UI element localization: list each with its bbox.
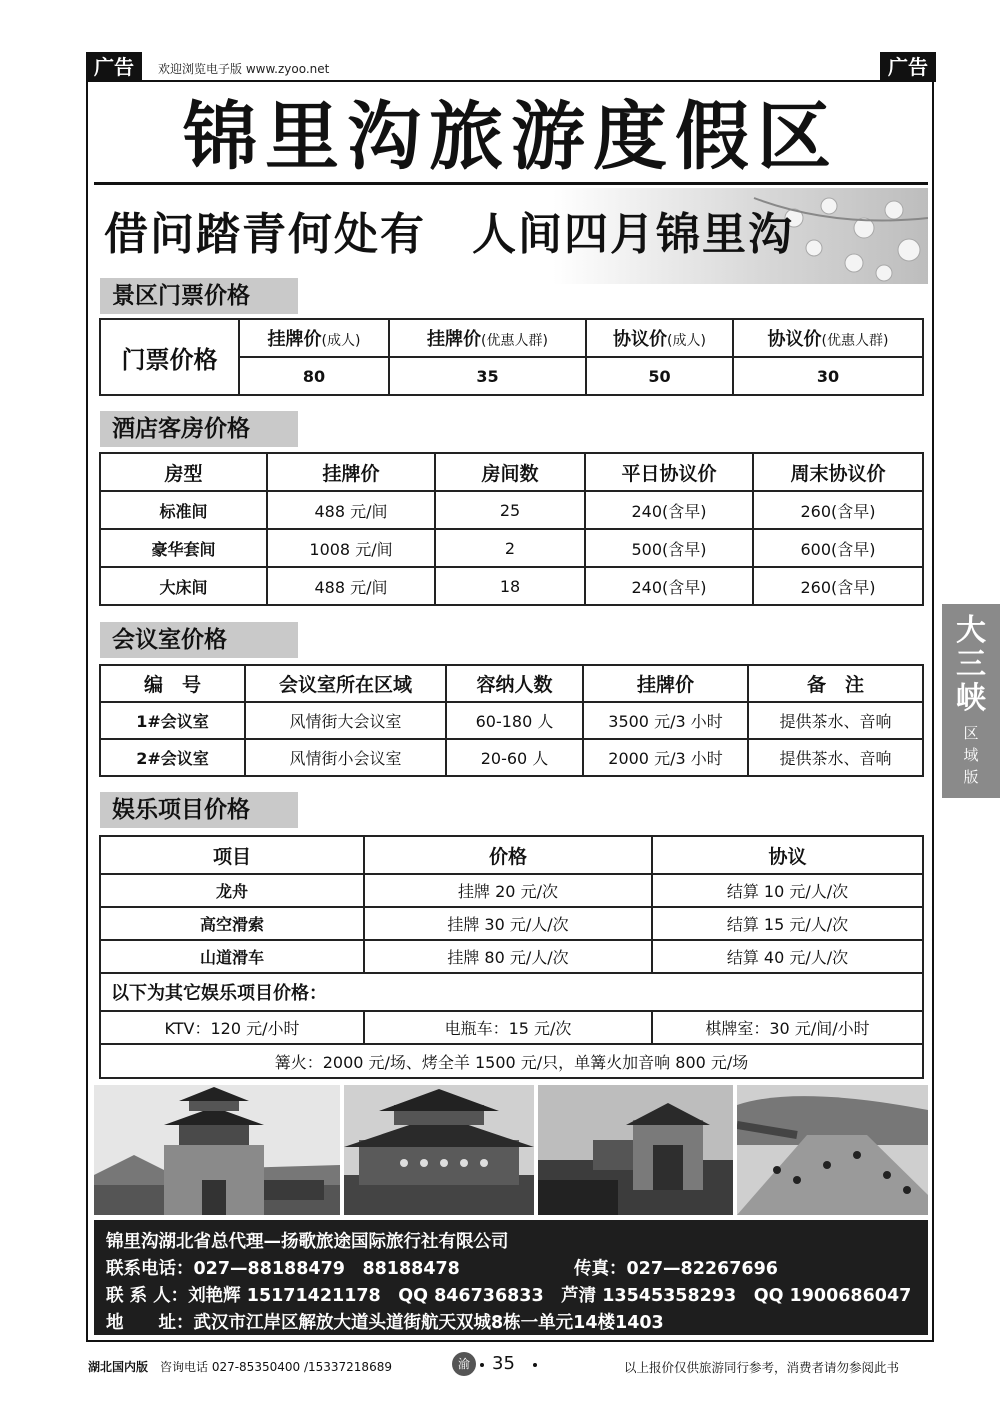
footer-disclaimer: 以上报价仅供旅游同行参考，消费者请勿参阅此书 [624, 1360, 900, 1375]
table-row [100, 1011, 923, 1044]
hotel-cell: 1008 元/间 [267, 529, 435, 567]
meeting-header: 挂牌价 [583, 665, 748, 702]
address-label: 地 址： [106, 1313, 194, 1333]
footer-badge-icon: 渝 [452, 1352, 476, 1376]
entertainment-cell: 高空滑索 [100, 907, 364, 940]
ticket-price: 80 [239, 357, 389, 395]
phone-label: 联系电话： [106, 1259, 194, 1279]
table-row [100, 702, 923, 739]
table-row [100, 874, 923, 907]
photo-gate-tower [94, 1085, 340, 1215]
section-ticket-prices: 景区门票价格 [100, 278, 298, 314]
footer-consult: 咨询电话 027-85350400 /15337218689 [160, 1360, 392, 1374]
hotel-header: 周末协议价 [753, 453, 923, 491]
title-divider [94, 182, 928, 185]
ad-tag-left: 广告 [86, 52, 142, 82]
meeting-cell: 3500 元/3 小时 [583, 702, 748, 739]
meeting-cell: 提供茶水、音响 [748, 739, 923, 776]
contact-value: 刘艳辉 15171421178 QQ 846736833 芦清 13545358293 QQ 1900686047 [188, 1286, 912, 1306]
region-side-tab [942, 604, 1000, 798]
agent-fax-line [574, 1255, 778, 1280]
entertainment-cell: 山道滑车 [100, 940, 364, 973]
side-tab-small: 区域版 [963, 724, 979, 786]
meeting-cell: 1#会议室 [100, 702, 245, 739]
hotel-cell: 标准间 [100, 491, 267, 529]
meeting-cell: 提供茶水、音响 [748, 702, 923, 739]
agent-address-line [106, 1309, 664, 1334]
ticket-header: 挂牌价(优惠人群) [389, 319, 586, 357]
slogan: 借问踏青何处有 人间四月锦里沟 [104, 209, 794, 260]
meeting-cell: 60-180 人 [446, 702, 583, 739]
agent-phone-line [106, 1255, 460, 1280]
meeting-header: 备 注 [748, 665, 923, 702]
entertainment-cell: 挂牌 80 元/人/次 [364, 940, 652, 973]
hotel-header: 房型 [100, 453, 267, 491]
ticket-price: 30 [733, 357, 923, 395]
phone-value: 027—88188479 88188478 [193, 1259, 460, 1279]
ticket-price: 50 [586, 357, 733, 395]
meeting-table [99, 664, 924, 777]
meeting-header: 容纳人数 [446, 665, 583, 702]
section-hotel-prices: 酒店客房价格 [100, 411, 298, 447]
table-row [100, 739, 923, 776]
entertainment-cell: 挂牌 20 元/次 [364, 874, 652, 907]
hotel-cell: 大床间 [100, 567, 267, 605]
page-number: 35 [492, 1353, 515, 1374]
hotel-cell: 260(含早) [753, 567, 923, 605]
mountain-sled-image [737, 1085, 928, 1215]
hotel-cell: 2 [435, 529, 585, 567]
table-row [100, 491, 923, 529]
hotel-cell: 260(含早) [753, 491, 923, 529]
entertainment-header: 价格 [364, 836, 652, 874]
pavilion-image [344, 1085, 534, 1215]
side-tab-big: 大三峡 [956, 613, 986, 716]
section-meeting-prices: 会议室价格 [100, 622, 298, 658]
fax-value: 027—82267696 [626, 1259, 778, 1279]
other-entertainment-cell: KTV：120 元/小时 [100, 1011, 364, 1044]
entertainment-cell: 结算 10 元/人/次 [652, 874, 923, 907]
hotel-header: 挂牌价 [267, 453, 435, 491]
agent-contact-line [106, 1282, 911, 1307]
hotel-cell: 豪华套间 [100, 529, 267, 567]
entertainment-cell: 挂牌 30 元/人/次 [364, 907, 652, 940]
hotel-cell: 25 [435, 491, 585, 529]
ad-tag-right: 广告 [880, 52, 936, 82]
hotel-header: 平日协议价 [585, 453, 753, 491]
meeting-cell: 20-60 人 [446, 739, 583, 776]
other-entertainment-cell: 棋牌室：30 元/间/小时 [652, 1011, 923, 1044]
address-value: 武汉市江岸区解放大道头道街航天双城8栋一单元14楼1403 [193, 1313, 664, 1333]
hotel-cell: 488 元/间 [267, 567, 435, 605]
ticket-header: 协议价(优惠人群) [733, 319, 923, 357]
bonfire-note: 篝火：2000 元/场、烤全羊 1500 元/只，单篝火加音响 800 元/场 [100, 1044, 923, 1078]
entertainment-table [99, 835, 924, 1079]
meeting-header: 编 号 [100, 665, 245, 702]
ticket-header: 协议价(成人) [586, 319, 733, 357]
section-entertainment-prices: 娱乐项目价格 [100, 792, 298, 828]
entertainment-cell: 龙舟 [100, 874, 364, 907]
table-row [100, 567, 923, 605]
hotel-cell: 488 元/间 [267, 491, 435, 529]
photo-pavilion [344, 1085, 534, 1215]
entertainment-cell: 结算 15 元/人/次 [652, 907, 923, 940]
table-row [100, 907, 923, 940]
ticket-price: 35 [389, 357, 586, 395]
ticket-header: 挂牌价(成人) [239, 319, 389, 357]
gate-tower-image [94, 1085, 340, 1215]
entertainment-cell: 结算 40 元/人/次 [652, 940, 923, 973]
meeting-cell: 2#会议室 [100, 739, 245, 776]
meeting-cell: 2000 元/3 小时 [583, 739, 748, 776]
ticket-row-label: 门票价格 [100, 319, 239, 395]
agent-company: 锦里沟湖北省总代理—扬歌旅途国际旅行社有限公司 [106, 1232, 509, 1252]
entertainment-header: 项目 [100, 836, 364, 874]
archway-image [538, 1085, 733, 1215]
page-dot-right [533, 1363, 537, 1367]
other-entertainment-title: 以下为其它娱乐项目价格： [100, 973, 923, 1011]
ticket-table [99, 318, 924, 396]
contact-label: 联 系 人： [106, 1286, 189, 1306]
agent-info [94, 1220, 928, 1335]
page-dot-left [480, 1363, 484, 1367]
hotel-header: 房间数 [435, 453, 585, 491]
hotel-cell: 600(含早) [753, 529, 923, 567]
page-title: 锦里沟旅游度假区 [183, 94, 839, 180]
photo-archway [538, 1085, 733, 1215]
meeting-header: 会议室所在区域 [245, 665, 446, 702]
table-row [100, 529, 923, 567]
welcome-text: 欢迎浏览电子版 www.zyoo.net [158, 62, 330, 76]
hotel-cell: 240(含早) [585, 491, 753, 529]
other-entertainment-cell: 电瓶车：15 元/次 [364, 1011, 652, 1044]
fax-label: 传真： [574, 1259, 627, 1279]
footer-edition: 湖北国内版 [88, 1360, 149, 1374]
entertainment-header: 协议 [652, 836, 923, 874]
hotel-cell: 18 [435, 567, 585, 605]
photo-mountain-sled [737, 1085, 928, 1215]
meeting-cell: 风情街大会议室 [245, 702, 446, 739]
hotel-cell: 240(含早) [585, 567, 753, 605]
hotel-cell: 500(含早) [585, 529, 753, 567]
table-row [100, 940, 923, 973]
hotel-table [99, 452, 924, 606]
meeting-cell: 风情街小会议室 [245, 739, 446, 776]
